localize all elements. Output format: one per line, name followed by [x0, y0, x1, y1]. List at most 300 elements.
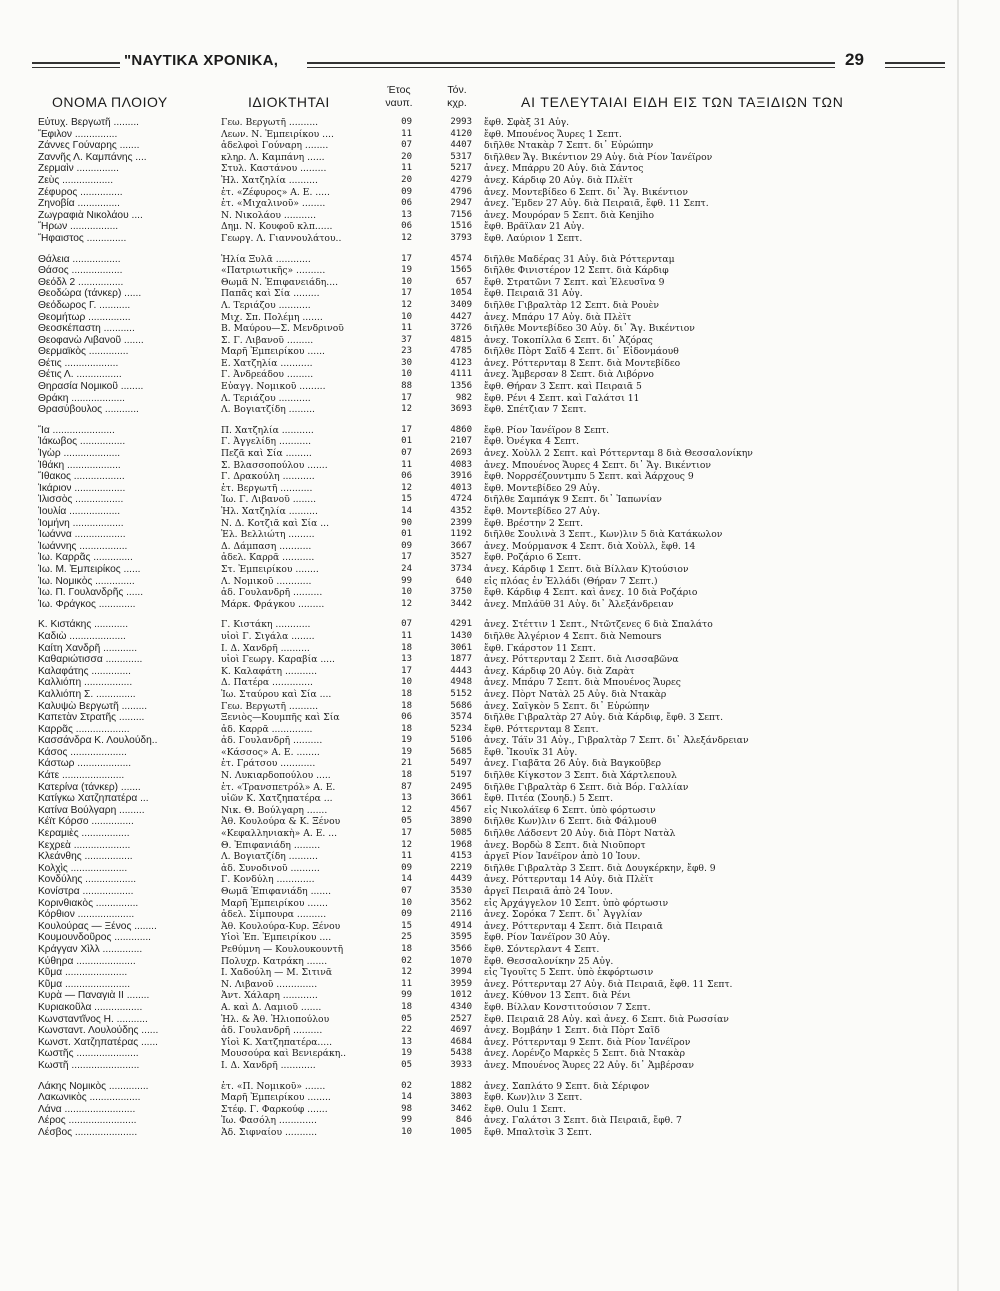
build-year: 02 [401, 1080, 412, 1091]
tonnage: 4815 [450, 334, 472, 345]
voyage-news: ἔφθ. Σφὰξ 31 Αὐγ. [484, 117, 570, 128]
ship-name: Θέτις ................... [38, 357, 119, 369]
table-row [0, 990, 1000, 1002]
voyage-news: ἀνεχ. Κάρδιφ 20 Αὐγ. διὰ Ζαρὰτ [484, 665, 635, 677]
voyage-news: διῆλθε Μαδέρας 31 Αὐγ. διὰ Ρόττερνταμ [484, 253, 675, 265]
build-year: 12 [401, 804, 412, 815]
tonnage: 3890 [450, 816, 472, 827]
voyage-news: ἀνεχ. Ρόττερνταμ 4 Σεπτ. διὰ Πειραιᾶ [484, 920, 663, 932]
ship-owner: Θ. Ἐπιφανιάδη ......... [221, 839, 321, 851]
ship-name: Ἰουλία .................. [38, 506, 121, 517]
ship-name: Κατίγκω Χατζηπατέρα ... [38, 793, 149, 805]
ship-owner: ἑτ. «Ζέφυρος» Α. Ε. ..... [221, 186, 330, 198]
tonnage: 1070 [450, 955, 472, 966]
tonnage: 4724 [450, 494, 472, 505]
ship-owner: Ἰω. Φασόλη ............. [221, 1115, 317, 1127]
voyage-news: διῆλθε Κίγκστον 3 Σεπτ. διὰ Χάρτλεπουλ [484, 770, 677, 782]
table-row [0, 187, 1000, 199]
ship-owner: Σ. Γ. Λιβανοῦ ......... [221, 334, 314, 346]
table-row [0, 1081, 1000, 1093]
ship-owner: ἀδ. Γουλανδρῆ .......... [221, 1025, 323, 1037]
table-row [0, 735, 1000, 747]
build-year: 10 [401, 897, 412, 908]
column-header-ton-line2: κχρ. [447, 97, 467, 109]
ship-name: Θεοφανὼ Λιβανοῦ ....... [38, 334, 144, 346]
ship-name: Κ. Κιστάκης ............ [38, 619, 129, 631]
tonnage: 3933 [450, 1059, 472, 1070]
voyage-news: ἔφθ. Ρένι 4 Σεπτ. καὶ Γαλάτσι 11 [484, 392, 640, 404]
ship-name: Καλυψὼ Βεργωτῆ ......... [38, 700, 148, 712]
build-year: 11 [401, 459, 412, 470]
ship-name: Λέρος ........................ [38, 1115, 137, 1127]
ship-owner: Ε. Χατζηλία ........... [221, 357, 313, 369]
ship-owner: ἀδελ. Σίμπουρα .......... [221, 909, 327, 921]
ship-name: Κωστῆς ...................... [38, 1048, 139, 1060]
voyage-news: ἀργεῖ Ρίον Ἰανέϊρον ἀπὸ 10 Ἰουν. [484, 851, 641, 863]
tonnage: 3462 [450, 1103, 472, 1114]
ship-owner: ἀδ. Συνοδινοῦ .......... [221, 862, 320, 874]
table-row [0, 677, 1000, 689]
build-year: 10 [401, 369, 412, 380]
voyage-news: ἀνεχ. Κάρδιφ 20 Αὐγ. διὰ Πλὲϊτ [484, 174, 633, 186]
tonnage: 1877 [450, 654, 472, 665]
tonnage: 1430 [450, 630, 472, 641]
build-year: 37 [401, 334, 412, 345]
tonnage: 2993 [450, 117, 472, 127]
ship-owner: Πεζᾶ καὶ Σία ......... [221, 448, 312, 460]
voyage-news: ἔφθ. Γκάρστον 11 Σεπτ. [484, 642, 596, 654]
build-year: 02 [401, 955, 412, 966]
ship-name: Λάκης Νομικὸς .............. [38, 1080, 149, 1092]
build-year: 09 [401, 540, 412, 551]
voyage-news: ἀνεχ. Μπουένος Ἄυρες 22 Αὐγ. δι᾽ Ἀμβέρσαν [484, 1059, 694, 1071]
tonnage: 1356 [450, 381, 472, 392]
build-year: 87 [401, 781, 412, 792]
tonnage: 4120 [450, 128, 472, 139]
table-row [0, 898, 1000, 910]
voyage-news: ἔφθ. Σπέτζιαν 7 Σεπτ. [484, 404, 587, 416]
tonnage: 4123 [450, 357, 472, 368]
ship-owner: Λ. Βογιατζίδη .......... [221, 851, 318, 863]
build-year: 18 [401, 688, 412, 699]
table-row [0, 599, 1000, 611]
voyage-news: ἔφθ. Πειραιᾶ 28 Αὐγ. καὶ ἀνεχ. 6 Σεπτ. διὰ Ρωσσίαν [484, 1013, 729, 1025]
ship-name: Κράγγαν Χὶλλ .............. [38, 943, 143, 955]
ship-name: Κάτε ...................... [38, 770, 125, 782]
build-year: 14 [401, 1092, 412, 1103]
build-year: 09 [401, 186, 412, 197]
build-year: 12 [401, 404, 412, 415]
table-row [0, 1037, 1000, 1049]
build-year: 17 [401, 392, 412, 403]
voyage-news: ἀνεχ. Μούρμανσκ 4 Σεπτ. διὰ Χοὺλλ, ἔφθ. 14 [484, 540, 696, 552]
tonnage: 5686 [450, 700, 472, 711]
ship-owner: Στυλ. Καστάνου ......... [221, 163, 327, 175]
build-year: 19 [401, 735, 412, 746]
ship-owner: Ν. Λυκιαρδοπούλου ..... [221, 770, 331, 782]
voyage-news: ἀνεχ. Γιαβᾶτα 26 Αὐγ. διὰ Βαγκοῦβερ [484, 758, 662, 770]
build-year: 88 [401, 381, 412, 392]
build-year: 07 [401, 140, 412, 151]
ship-owner: Υἱοὶ Ἐπ. Ἐμπειρίκου .... [221, 932, 332, 944]
ship-name: Κατερίνα (τάνκερ) ....... [38, 781, 141, 793]
ship-owner: Π. Χατζηλία ........... [221, 424, 314, 436]
tonnage: 4083 [450, 459, 472, 470]
build-year: 05 [401, 1059, 412, 1070]
voyage-news: ἔφθ. Βρᾶϊλαν 21 Αὐγ. [484, 221, 585, 233]
tonnage: 3409 [450, 299, 472, 310]
table-row [0, 1060, 1000, 1072]
tonnage: 4796 [450, 186, 472, 197]
build-year: 06 [401, 712, 412, 723]
tonnage: 7156 [450, 209, 472, 220]
ship-name: Θεόδωρος Γ. ........... [38, 299, 131, 311]
tonnage: 3562 [450, 897, 472, 908]
build-year: 17 [401, 552, 412, 563]
tonnage: 5234 [450, 723, 472, 734]
voyage-news: ἀνεχ. Ρόττερνταμ 8 Σεπτ. διὰ Μοντεβίδεο [484, 357, 681, 369]
tonnage: 657 [455, 276, 472, 287]
table-row [0, 404, 1000, 416]
ship-name: Κωστῆ ........................ [38, 1059, 140, 1071]
voyage-news: ἀνεχ. Ρόττερνταμ 14 Αὐγ. διὰ Πλὲϊτ [484, 874, 654, 886]
ship-name: Κονδύλης .................. [38, 874, 137, 886]
voyage-news: εἰς πλόας ἐν Ἑλλάδι (Θήραν 7 Σεπτ.) [484, 575, 658, 587]
table-row [0, 666, 1000, 678]
ship-owner: ἀδ. Γουλανδρῆ .......... [221, 587, 323, 599]
ship-name: Θερμαϊκὸς .............. [38, 346, 129, 358]
voyage-news: ἔφθ. Ρίον Ἰανέϊρον 30 Αὐγ. [484, 932, 611, 944]
ship-name: Θρασύβουλος ............ [38, 404, 139, 416]
ship-name: Ζεὺς .................. [38, 174, 114, 186]
ship-owner: Ν. Δ. Κοτζιᾶ καὶ Σία ... [221, 517, 329, 529]
ship-name: Ζέφυρος ............... [38, 186, 123, 198]
ship-owner: Λεων. Ν. Ἐμπειρίκου .... [221, 128, 334, 140]
table-row [0, 436, 1000, 448]
table-row [0, 1002, 1000, 1014]
build-year: 99 [401, 990, 412, 1001]
ship-name: Κωνσταντῖνος Η. ........... [38, 1013, 148, 1025]
table-row [0, 944, 1000, 956]
build-year: 18 [401, 700, 412, 711]
voyage-news: ἀνεχ. Μπάρυ 7 Σεπτ. διὰ Μπουένος Ἄυρες [484, 677, 681, 689]
ship-owner: Β. Μαύρου—Σ. Μενδρινοῦ [221, 323, 344, 335]
table-row [0, 874, 1000, 886]
tonnage: 2495 [450, 781, 472, 792]
voyage-news: ἀνεχ. Βορδὼ 8 Σεπτ. διὰ Νιοῦπορτ [484, 839, 646, 851]
ship-owner: «Πατριωτικῆς» .......... [221, 265, 326, 277]
build-year: 10 [401, 677, 412, 688]
build-year: 10 [401, 587, 412, 598]
build-year: 05 [401, 1013, 412, 1024]
ship-owner: Δημ. Ν. Κουφοῦ κλπ...... [221, 221, 333, 233]
table-row [0, 631, 1000, 643]
voyage-news: ἀνεχ. Μπλάϋθ 31 Αὐγ. δι᾽ Ἀλεξάνδρειαν [484, 598, 674, 610]
build-year: 19 [401, 746, 412, 757]
ship-name: Κάσος .................... [38, 746, 127, 758]
build-year: 13 [401, 1036, 412, 1047]
voyage-news: εἰς Νικολάϊεφ 6 Σεπτ. ὑπὸ φόρτωσιν [484, 804, 656, 816]
voyage-news: ἔφθ. Μπαλτσὶκ 3 Σεπτ. [484, 1126, 592, 1138]
build-year: 09 [401, 117, 412, 127]
table-row [0, 1104, 1000, 1116]
table-row [0, 460, 1000, 472]
ship-name: Κεραμιὲς ................. [38, 828, 130, 840]
ship-name: Κόρθιον .................... [38, 909, 135, 921]
table-row [0, 117, 1000, 129]
voyage-news: εἰς Ἀρχάγγελον 10 Σεπτ. ὑπὸ φόρτωσιν [484, 897, 669, 909]
ship-owner: Γεω. Βεργωτῆ .......... [221, 117, 319, 128]
build-year: 15 [401, 920, 412, 931]
table-row [0, 471, 1000, 483]
tonnage: 2399 [450, 517, 472, 528]
tonnage: 4948 [450, 677, 472, 688]
voyage-news: διῆλθε Σουλινὰ 3 Σεπτ., Κων)λιν 5 διὰ Κατάκωλον [484, 529, 723, 541]
table-row [0, 369, 1000, 381]
tonnage: 4111 [450, 369, 472, 380]
ship-owner: Μάρκ. Φράγκου ......... [221, 598, 325, 610]
build-year: 07 [401, 448, 412, 459]
tonnage: 3734 [450, 563, 472, 574]
build-year: 12 [401, 839, 412, 850]
ship-owner: Ἠλ. & Ἀθ. Ἠλιοπούλου [221, 1013, 330, 1025]
table-row [0, 541, 1000, 553]
header-rule-right [885, 62, 945, 68]
ship-owner: ἀδελφοὶ Γούναρη ........ [221, 140, 329, 152]
tonnage: 4340 [450, 1001, 472, 1012]
ship-name: Κυρὰ — Παναγιὰ ΙΙ ........ [38, 990, 150, 1002]
ship-owner: Γ. Κονδύλη ............. [221, 874, 315, 886]
ship-owner: Μιχ. Σπ. Πολέμη ....... [221, 311, 323, 323]
voyage-news: ἀνεχ. Ρόττερνταμ 9 Σεπτ. διὰ Ρίον Ἰανέϊρον [484, 1036, 691, 1048]
voyage-news: ἀνεχ. Σορόκα 7 Σεπτ. δι᾽ Ἀγγλίαν [484, 909, 643, 921]
tonnage: 4439 [450, 874, 472, 885]
voyage-news: διῆλθε Γιβραλτὰρ 12 Σεπτ. διὰ Ρουὲν [484, 299, 659, 311]
ship-name: Καπετὰν Στρατῆς ......... [38, 712, 145, 724]
tonnage: 5217 [450, 163, 472, 174]
voyage-news: ἔφθ. Ὀνέγκα 4 Σεπτ. [484, 436, 580, 448]
ship-name: Θηρασία Νομικοῦ ........ [38, 381, 144, 393]
build-year: 25 [401, 932, 412, 943]
build-year: 90 [401, 517, 412, 528]
voyage-news: ἀνεχ. Βομβάην 1 Σεπτ. διὰ Πὸρτ Σαΐδ [484, 1025, 660, 1037]
build-year: 07 [401, 886, 412, 896]
table-row [0, 129, 1000, 141]
table-row [0, 210, 1000, 222]
tonnage: 5106 [450, 735, 472, 746]
voyage-news: ἀνεχ. Σαΐγκὸν 5 Σεπτ. δι᾽ Εὐρώπην [484, 700, 650, 712]
ship-owner: ἑτ. «Τρανσπετρόλ» Α. Ε. [221, 781, 336, 793]
voyage-news: διῆλθεν Ἄγ. Βικέντιον 29 Αὐγ. διὰ Ρίον Ἰανέϊρον [484, 151, 713, 163]
ship-name: Ἰω. Μ. Ἐμπειρίκος ...... [38, 563, 141, 575]
tonnage: 4352 [450, 506, 472, 516]
ship-name: Ἰω. Φράγκος ............. [38, 598, 136, 610]
magazine-title: "ΝΑΥΤΙΚΑ ΧΡΟΝΙΚΑ, [124, 52, 279, 69]
table-row [0, 198, 1000, 210]
voyage-news: ἔφθ. Κάρδιφ 4 Σεπτ. καὶ ἀνεχ. 10 διὰ Ροζάριο [484, 587, 698, 599]
ship-name: Θάσος .................. [38, 265, 123, 277]
tonnage: 4574 [450, 253, 472, 264]
column-header-year [378, 84, 420, 110]
ship-name: Ἰάκωβος ................ [38, 436, 126, 448]
table-row [0, 654, 1000, 666]
table-row [0, 233, 1000, 245]
voyage-news: ἀνεχ. Ρόττερνταμ 27 Αὐγ. διὰ Πειραιᾶ, ἔφθ. 11 Σεπτ. [484, 978, 733, 990]
ship-owner: Ι. Δ. Χανδρῆ ............ [221, 1059, 316, 1071]
column-header-year-line2: ναυπ. [385, 97, 413, 109]
voyage-news: ἔφθ. Ρίον Ἰανέϊρον 8 Σεπτ. [484, 424, 609, 436]
voyage-news: ἀνεχ. Στέττιν 1 Σεπτ., Ντῶτζενες 6 διὰ Σπαλάτο [484, 619, 713, 631]
build-year: 30 [401, 357, 412, 368]
build-year: 12 [401, 967, 412, 978]
ship-owner: Ἀθ. Κουλούρα-Κυρ. Ξένου [221, 920, 341, 932]
ship-owner: Ρεθύμνη — Κουλουκουντῆ [221, 943, 344, 955]
table-row [0, 770, 1000, 782]
ship-name: Κουμουνδοῦρος ............. [38, 932, 152, 944]
build-year: 11 [401, 630, 412, 641]
table-row [0, 1048, 1000, 1060]
ship-name: Ζηνοβία ............... [38, 198, 120, 210]
voyage-news: ἔφθ. Μοντεβίδεο 27 Αὐγ. [484, 506, 601, 517]
build-year: 18 [401, 642, 412, 653]
tonnage: 4153 [450, 851, 472, 862]
tonnage: 1012 [450, 990, 472, 1001]
ship-owner: Νικ. Θ. Βούλγαρη ....... [221, 804, 328, 816]
table-row [0, 518, 1000, 530]
voyage-news: ἀνεχ. Μπάρυ 17 Αὐγ. διὰ Πλὲϊτ [484, 311, 632, 323]
tonnage: 2107 [450, 436, 472, 447]
ship-name: Ἥρων ................. [38, 221, 119, 233]
ship-owner: Στέφ. Γ. Φαρκούφ ....... [221, 1103, 328, 1115]
build-year: 18 [401, 1001, 412, 1012]
ship-name: Κατίνα Βούλγαρη ......... [38, 804, 145, 816]
build-year: 18 [401, 943, 412, 954]
ship-owner: Εὐαγγ. Νομικοῦ ......... [221, 381, 326, 393]
tonnage: 3661 [450, 793, 472, 804]
ship-owner: ἑτ. Γράτσου ............ [221, 758, 316, 770]
table-row [0, 529, 1000, 541]
ship-owner: Ι. Δ. Χανδρῆ .......... [221, 642, 310, 654]
build-year: 11 [401, 978, 412, 989]
tonnage: 4697 [450, 1025, 472, 1036]
voyage-news: διῆλθε Γιβραλτὰρ 27 Αὐγ. διὰ Κάρδιφ, ἔφθ. 3 Σεπτ. [484, 712, 724, 724]
voyage-news: διῆλθε Φινιστέρον 12 Σεπτ. διὰ Κάρδιφ [484, 265, 669, 277]
table-row [0, 564, 1000, 576]
ship-owner: Ἀθ. Κουλούρα & Κ. Ξένου [221, 816, 341, 828]
tonnage: 5197 [450, 770, 472, 781]
ship-name: Κάστωρ ................... [38, 758, 132, 770]
build-year: 23 [401, 346, 412, 357]
build-year: 18 [401, 770, 412, 781]
tonnage: 3750 [450, 587, 472, 598]
tonnage: 3793 [450, 232, 472, 243]
tonnage: 3566 [450, 943, 472, 954]
voyage-news: ἔφθ. Σόντερλαντ 4 Σεπτ. [484, 943, 600, 955]
table-row [0, 393, 1000, 405]
tonnage: 4785 [450, 346, 472, 357]
tonnage: 4860 [450, 424, 472, 435]
voyage-news: ἔφθ. Πιτέα (Σουηδ.) 5 Σεπτ. [484, 793, 614, 805]
table-row [0, 782, 1000, 794]
ship-name: Ἰγὼρ .................... [38, 448, 121, 460]
ship-name: Καλλιόπη ................. [38, 677, 133, 689]
tonnage: 3959 [450, 978, 472, 989]
voyage-news: ἀνεχ. Μοντεβίδεο 6 Σεπτ. δι᾽ Ἄγ. Βικέντιον [484, 186, 688, 198]
tonnage: 4567 [450, 804, 472, 815]
ship-owner: Ἠλ. Χατζηλία .......... [221, 174, 318, 186]
table-row [0, 300, 1000, 312]
tonnage: 4684 [450, 1036, 472, 1047]
ship-owner: Γ. Δρακούλη ........... [221, 471, 315, 483]
tonnage: 1565 [450, 265, 472, 276]
ship-owner: Ι. Χαδούλη — Μ. Σιτινᾶ [221, 967, 333, 979]
voyage-news: ἔφθ. Βρέστην 2 Σεπτ. [484, 517, 584, 529]
tonnage: 4914 [450, 920, 472, 931]
voyage-news: ἔφθ. Θήραν 3 Σεπτ. καὶ Πειραιᾶ 5 [484, 381, 642, 393]
table-row [0, 967, 1000, 979]
voyage-news: ἀργεῖ Πειραιᾶ ἀπὸ 24 Ἰουν. [484, 886, 613, 897]
ship-name: Εὐτυχ. Βεργωτῆ ......... [38, 117, 139, 128]
ship-owner: Ἠλία Ξυλᾶ ............ [221, 253, 311, 265]
ship-name: Ἰομήνη .................. [38, 517, 124, 529]
table-row [0, 323, 1000, 335]
ship-name: Ἥφαιστος .............. [38, 232, 127, 244]
voyage-news: ἀνεχ. Πὸρτ Νατὰλ 25 Αὐγ. διὰ Ντακὰρ [484, 688, 667, 700]
table-row [0, 1014, 1000, 1026]
voyage-news: διῆλθε Ντακὰρ 7 Σεπτ. δι᾽ Εὐρώπην [484, 140, 654, 152]
ship-owner: ἑτ. «Μιχαλινοῦ» ........ [221, 198, 326, 210]
tonnage: 4013 [450, 482, 472, 493]
voyage-news: ἔφθ. Στρατῶνι 7 Σεπτ. καὶ Ἐλευσῖνα 9 [484, 276, 665, 288]
voyage-news: ἔφθ. Πειραιᾶ 31 Αὐγ. [484, 288, 583, 300]
column-header-year-line1: Έτος [387, 84, 411, 96]
table-row [0, 956, 1000, 968]
ship-owner: υἱοὶ Γεωργ. Καραβία ..... [221, 654, 335, 666]
tonnage: 5497 [450, 758, 472, 769]
column-header-news: ΑΙ ΤΕΛΕΥΤΑΙΑΙ ΕΙΔΗ ΕΙΣ ΤΩΝ ΤΑΞΙΔΙΩΝ ΤΩΝ [521, 94, 844, 110]
ship-name: Ζωγραφιὰ Νικολάου .... [38, 209, 143, 221]
table-row [0, 851, 1000, 863]
ship-owner: Γ. Κιστάκη ............ [221, 619, 311, 631]
voyage-news: ἀνεχ. Ρόττερνταμ 2 Σεπτ. διὰ Λισσαβῶνα [484, 654, 679, 666]
ship-owner: Ν. Λιβανοῦ .............. [221, 978, 318, 990]
tonnage: 3530 [450, 886, 472, 896]
tonnage: 2219 [450, 862, 472, 873]
voyage-news: ἀνεχ. Γαλάτσι 3 Σεπτ. διὰ Πειραιᾶ, ἔφθ. 7 [484, 1115, 682, 1127]
build-year: 99 [401, 1115, 412, 1126]
ship-name: Ἔφιλον ............... [38, 128, 118, 140]
table-row [0, 863, 1000, 875]
voyage-news: ἀνεχ. Μπουένος Ἄυρες 4 Σεπτ. δι᾽ Ἄγ. Βικέντιον [484, 459, 711, 471]
table-row [0, 494, 1000, 506]
ship-name: Θεομήτωρ ............... [38, 311, 131, 323]
build-year: 19 [401, 265, 412, 276]
ship-owner: Α. καὶ Δ. Λαμιοῦ ....... [221, 1001, 322, 1013]
tonnage: 2527 [450, 1013, 472, 1024]
tonnage: 1968 [450, 839, 472, 850]
voyage-news: διῆλθε Λάδσεντ 20 Αὐγ. διὰ Πὸρτ Νατὰλ [484, 828, 676, 840]
tonnage: 4427 [450, 311, 472, 322]
ship-name: Ζερμαὶν ............... [38, 163, 119, 175]
voyage-news: διῆλθε Γιβραλτὰρ 6 Σεπτ. διὰ Βόρ. Γαλλίαν [484, 781, 689, 793]
voyage-news: ἔφθ. Βίλλαν Κονστιτούσιον 7 Σεπτ. [484, 1001, 651, 1013]
tonnage: 5152 [450, 688, 472, 699]
tonnage: 1882 [450, 1080, 472, 1091]
voyage-news: ἔφθ. Oulu 1 Σεπτ. [484, 1103, 567, 1115]
build-year: 11 [401, 163, 412, 174]
table-row [0, 506, 1000, 518]
ship-owner: Λ. Τεριάζου ........... [221, 299, 311, 311]
